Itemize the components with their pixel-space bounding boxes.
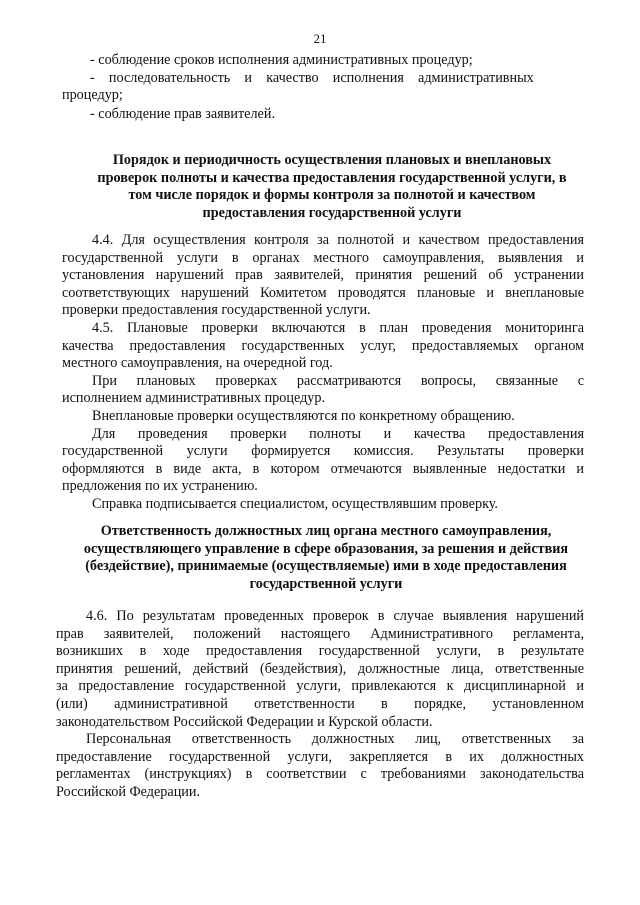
intro-line: - соблюдение прав заявителей. [90,106,275,122]
intro-list-last [90,106,612,124]
paragraph-line: Внеплановые проверки осуществляются по конкретному обращению. [92,407,515,424]
intro-list-cont [62,87,584,105]
paragraph-line: При плановых проверках рассматриваются вопросы, связанные с [92,372,584,389]
paragraph-line: Российской Федерации. [56,783,201,800]
intro-line: процедур; [62,87,123,103]
section-heading-responsibility [50,523,602,593]
heading-line: осуществляющего управление в сфере образования, за решения и действия [83,540,569,557]
section-responsibility-body [56,608,584,802]
heading-line: государственной услуги [249,575,403,592]
paragraph-line: предоставление государственной услуги, закрепляется в их должностных [56,748,584,765]
heading-line: предоставления государственной услуги [202,204,462,221]
heading-line: том числе порядок и формы контроля за полнотой и качеством [128,187,536,204]
page-number: 21 [313,31,327,46]
paragraph-line: регламентах (инструкциях) в соответствии с требованиями законодательства [56,766,584,783]
section-heading-control [62,152,602,222]
paragraph-line: законодательством Российской Федерации и Курской области. [56,713,433,730]
heading-line: (бездействие), принимаемые (осуществляемые) ими в ходе предоставления [85,558,567,575]
paragraph-line: качества предоставления государственных услуг, предоставляемых органом [62,337,584,354]
intro-list [90,52,586,87]
paragraph-line: установления нарушений прав заявителей, принятия решений об устранении [62,267,584,284]
paragraph-line: государственной услуги в органах местного самоуправления, выявления и [62,249,584,266]
heading-line: Ответственность должностных лиц органа местного самоуправления, [100,523,552,539]
paragraph-line: 4.6. По результатам проведенных проверок в случае выявления нарушений [86,608,584,624]
paragraph-line: принятия решений, действий (бездействия), должностные лица, ответственные [56,660,584,677]
heading-line: Порядок и периодичность осуществления плановых и внеплановых [112,152,552,168]
section-control-body [62,232,584,514]
intro-line: - последовательность и качество исполнения административных [90,69,534,86]
paragraph-line: за предоставление государственной услуги, привлекаются к дисциплинарной и [56,678,584,695]
paragraph-line: оформляются в виде акта, в котором отмечаются выявленные недостатки и [62,460,584,477]
paragraph-line: возникших в ходе предоставления государственной услуги, в результате [56,643,584,660]
paragraph-line: Персональная ответственность должностных лиц, ответственных за [86,731,584,748]
paragraph-line: Справка подписывается специалистом, осуществлявшим проверку. [92,495,498,512]
heading-line: проверок полноты и качества предоставления государственной услуги, в [97,169,567,186]
paragraph-line: соответствующих нарушений Комитетом проводятся плановые и внеплановые [62,284,584,301]
paragraph-line: 4.4. Для осуществления контроля за полнотой и качеством предоставления [92,232,584,248]
paragraph-line: местного самоуправления, на очередной год. [62,355,333,372]
paragraph-line: государственной услуги формируется комиссия. Результаты проверки [62,443,584,460]
paragraph-line: (или) административной ответственности в порядке, установленном [56,695,584,712]
paragraph-line: исполнением административных процедур. [62,390,326,407]
intro-line: - соблюдение сроков исполнения административных процедур; [90,52,473,68]
paragraph-line: прав заявителей, положений настоящего Административного регламента, [56,625,584,642]
paragraph-line: Для проведения проверки полноты и качества предоставления [92,425,584,442]
paragraph-line: 4.5. Плановые проверки включаются в план проведения мониторинга [92,319,584,336]
paragraph-line: предложения по их устранению. [62,478,258,495]
paragraph-line: проверки предоставления государственной услуги. [62,302,371,319]
